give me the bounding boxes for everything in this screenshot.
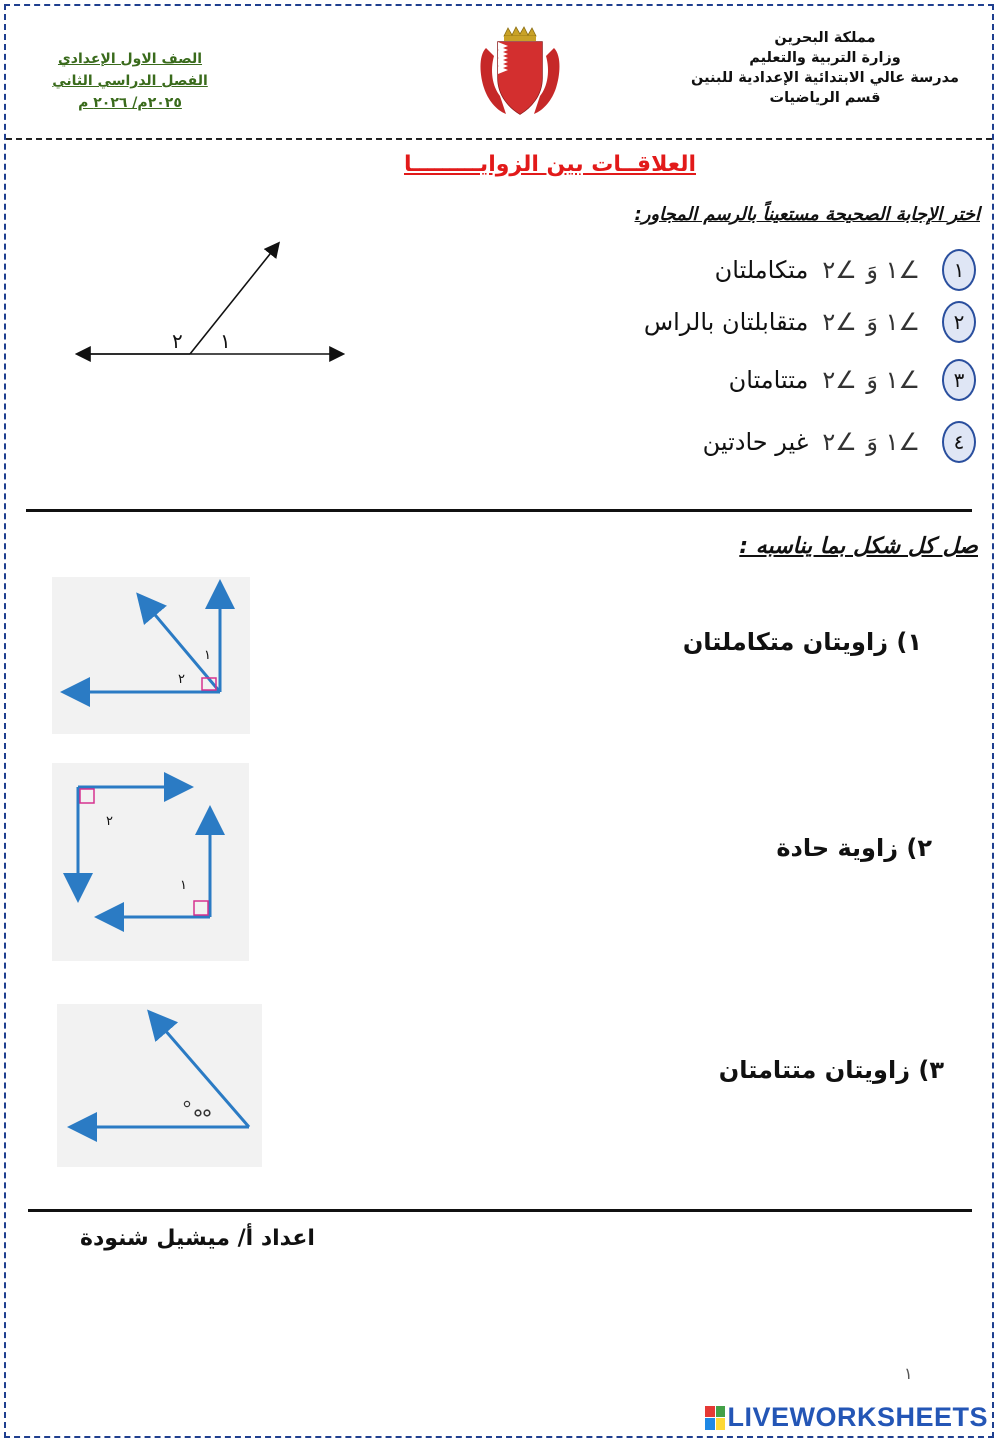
option-number-badge[interactable]: ٢: [942, 301, 976, 343]
option-label: غير حادتين: [702, 428, 809, 456]
figure-right-angle-split[interactable]: [52, 577, 250, 734]
angle-symbol-icon: ∠: [835, 366, 859, 394]
angle-symbol-icon: ∠: [898, 308, 922, 336]
angle-symbol-icon: ∠: [898, 366, 922, 394]
figure-acute-angle[interactable]: [57, 1004, 262, 1167]
adjacent-angles-figure: [60, 230, 360, 370]
angle-pair: ∠١ وَ ∠٢: [822, 366, 922, 394]
option-4[interactable]: [703, 420, 976, 464]
option-number-badge[interactable]: ٣: [942, 359, 976, 401]
angle-pair: ∠١ وَ ∠٢: [822, 256, 922, 284]
option-label: متقابلتان بالراس: [643, 308, 809, 336]
liveworksheets-brand[interactable]: [705, 1402, 988, 1433]
choice-instruction: اختر الإجابة الصحيحة مستعيناً بالرسم المجاور:: [634, 204, 980, 225]
figure-two-right-angles[interactable]: [52, 763, 249, 961]
author-credit: اعداد أ/ ميشيل شنودة: [80, 1226, 315, 1251]
liveworksheets-logo-icon: [705, 1406, 725, 1430]
worksheet-title: العلاقــات بين الزوايـــــــــا: [404, 152, 696, 177]
header-divider: [6, 138, 992, 140]
option-label: متكاملتان: [714, 256, 809, 284]
option-2[interactable]: [644, 300, 976, 344]
angle-2-label: ٢: [172, 329, 183, 353]
fig2-label-2: ٢: [106, 814, 113, 829]
angle-symbol-icon: ∠: [835, 308, 859, 336]
grade-line-3: ٢٠٢٥م/ ٢٠٢٦ م: [78, 95, 182, 111]
match-item-2: ٢) زاوية حادة: [776, 834, 932, 862]
angle-pair: ∠١ وَ ∠٢: [822, 308, 922, 336]
match-instruction: صل كل شكل بما يناسبه :: [739, 534, 978, 559]
angle-pair: ∠١ وَ ∠٢: [822, 428, 922, 456]
fig2-label-1: ١: [180, 878, 187, 893]
school-line-1: مملكة البحرين: [774, 30, 876, 46]
bahrain-emblem-icon: [478, 26, 562, 118]
footer-divider: [28, 1209, 972, 1212]
angle-1-label: ١: [220, 329, 231, 353]
option-label: متتامتان: [728, 366, 809, 394]
angle-symbol-icon: ∠: [835, 256, 859, 284]
option-3[interactable]: [729, 358, 976, 402]
brand-text: LIVEWORKSHEETS: [727, 1402, 988, 1432]
option-number-badge[interactable]: ١: [942, 249, 976, 291]
match-item-3: ٣) زاويتان متتامتان: [718, 1056, 944, 1084]
option-1[interactable]: [715, 248, 976, 292]
option-number-badge[interactable]: ٤: [942, 421, 976, 463]
school-line-3: مدرسة عالي الابتدائية الإعدادية للبنين: [691, 70, 959, 86]
angle-symbol-icon: ∠: [898, 428, 922, 456]
angle-symbol-icon: ∠: [898, 256, 922, 284]
ray-arrow: [190, 244, 278, 354]
grade-line-2: الفصل الدراسي الثاني: [52, 73, 208, 89]
grade-line-1: الصف الاول الإعدادي: [57, 51, 203, 67]
school-line-4: قسم الرياضيات: [769, 90, 881, 106]
angle-symbol-icon: ∠: [835, 428, 859, 456]
page-number: ١: [904, 1364, 913, 1383]
school-line-2: وزارة التربية والتعليم: [749, 50, 901, 66]
match-item-1: ١) زاويتان متكاملتان: [682, 628, 922, 656]
fig1-label-1: ١: [204, 648, 211, 663]
fig1-label-2: ٢: [178, 672, 185, 687]
grade-info: [40, 48, 220, 114]
section-divider: [26, 509, 972, 512]
school-info: [690, 28, 960, 108]
